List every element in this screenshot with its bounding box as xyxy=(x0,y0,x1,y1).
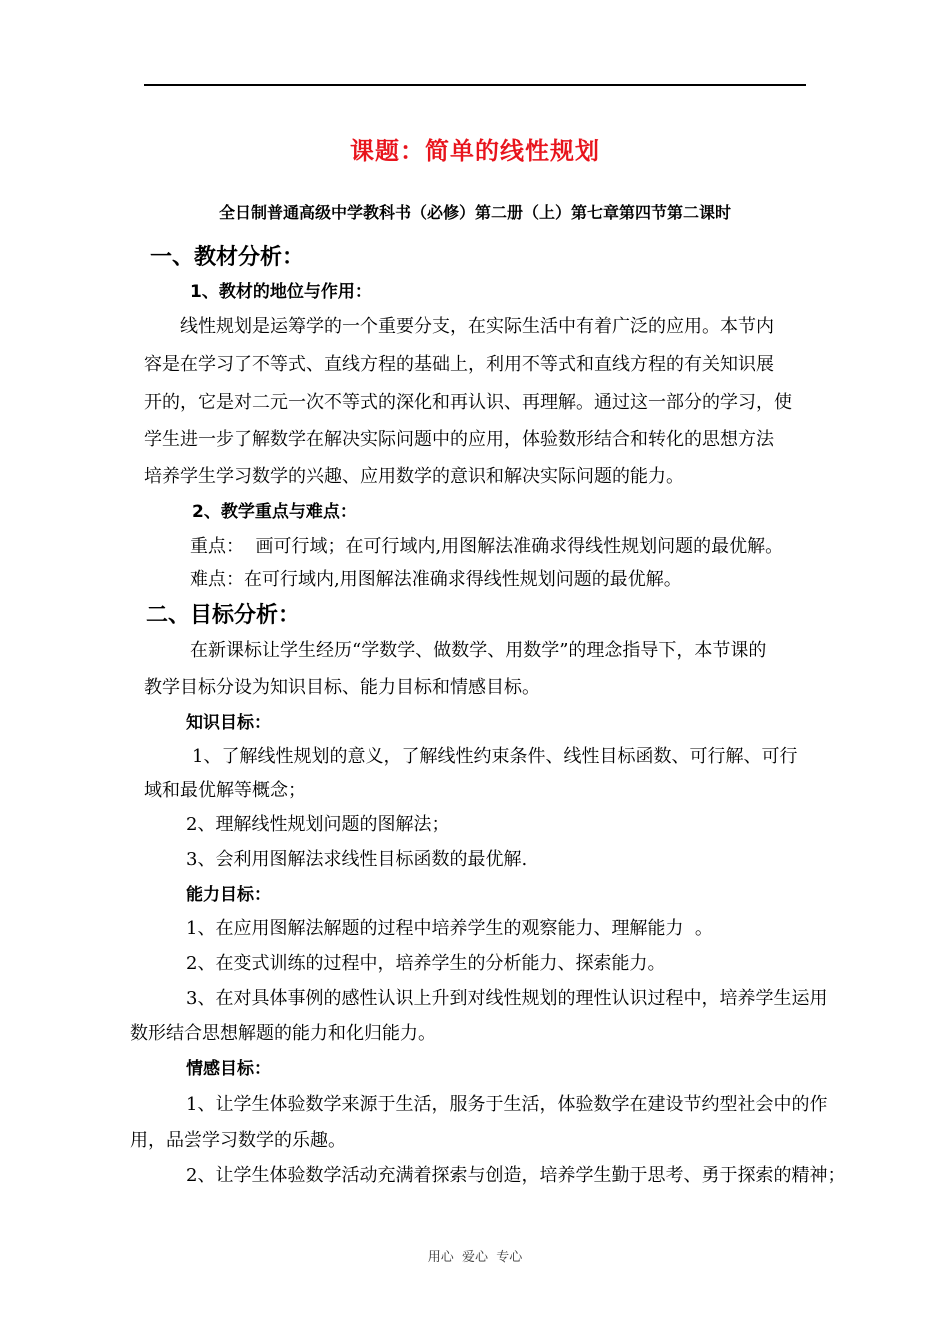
paragraph-line: 域和最优解等概念； xyxy=(144,780,306,801)
page-footer: 用心 爱心 专心 xyxy=(427,1250,523,1265)
paragraph-line: 2、在变式训练的过程中，培养学生的分析能力、探索能力。 xyxy=(186,953,666,974)
paragraph-line: 线性规划是运筹学的一个重要分支，在实际生活中有着广泛的应用。本节内 xyxy=(180,316,774,337)
header-rule xyxy=(144,84,806,86)
subheading-emotion-goals: 情感目标： xyxy=(186,1059,271,1079)
difficulty-text: 难点：在可行域内,用图解法准确求得线性规划问题的最优解。 xyxy=(190,569,682,590)
paragraph-line: 1、让学生体验数学来源于生活，服务于生活，体验数学在建设节约型社会中的作 xyxy=(186,1094,828,1115)
paragraph-line: 1、了解线性规划的意义，了解线性约束条件、线性目标函数、可行解、可行 xyxy=(192,746,798,767)
section-heading-textbook-analysis: 一、教材分析： xyxy=(150,245,305,270)
subheading-knowledge-goals: 知识目标： xyxy=(186,713,271,733)
paragraph-line: 1、在应用图解法解题的过程中培养学生的观察能力、理解能力 。 xyxy=(186,918,713,939)
paragraph-line: 2、理解线性规划问题的图解法； xyxy=(186,814,450,835)
paragraph-line: 开的，它是对二元一次不等式的深化和再认识、再理解。通过这一部分的学习，使 xyxy=(144,392,792,413)
paragraph-line: 3、会利用图解法求线性目标函数的最优解. xyxy=(186,849,528,870)
key-point-text: 重点： 画可行域；在可行域内,用图解法准确求得线性规划问题的最优解。 xyxy=(190,536,784,557)
paragraph-line: 在新课标让学生经历“学数学、做数学、用数学”的理念指导下，本节课的 xyxy=(190,640,767,661)
paragraph-line: 3、在对具体事例的感性认识上升到对线性规划的理性认识过程中，培养学生运用 xyxy=(186,988,828,1009)
subheading-key-points: 2、教学重点与难点： xyxy=(192,502,357,522)
paragraph-line: 学生进一步了解数学在解决实际问题中的应用，体验数形结合和转化的思想方法 xyxy=(144,429,774,450)
paragraph-line: 数形结合思想解题的能力和化归能力。 xyxy=(130,1023,436,1044)
page-subtitle: 全日制普通高级中学教科书（必修）第二册（上）第七章第四节第二课时 xyxy=(218,203,731,222)
section-heading-goal-analysis: 二、目标分析： xyxy=(146,603,301,628)
subheading-role: 1、教材的地位与作用： xyxy=(190,282,372,302)
paragraph-line: 教学目标分设为知识目标、能力目标和情感目标。 xyxy=(144,677,540,698)
subheading-ability-goals: 能力目标： xyxy=(186,885,271,905)
paragraph-line: 培养学生学习数学的兴趣、应用数学的意识和解决实际问题的能力。 xyxy=(144,466,684,487)
page-title: 课题：简单的线性规划 xyxy=(350,137,600,165)
paragraph-line: 容是在学习了不等式、直线方程的基础上，利用不等式和直线方程的有关知识展 xyxy=(144,354,774,375)
paragraph-line: 2、让学生体验数学活动充满着探索与创造，培养学生勤于思考、勇于探索的精神； xyxy=(186,1165,846,1186)
paragraph-line: 用，品尝学习数学的乐趣。 xyxy=(130,1130,346,1151)
